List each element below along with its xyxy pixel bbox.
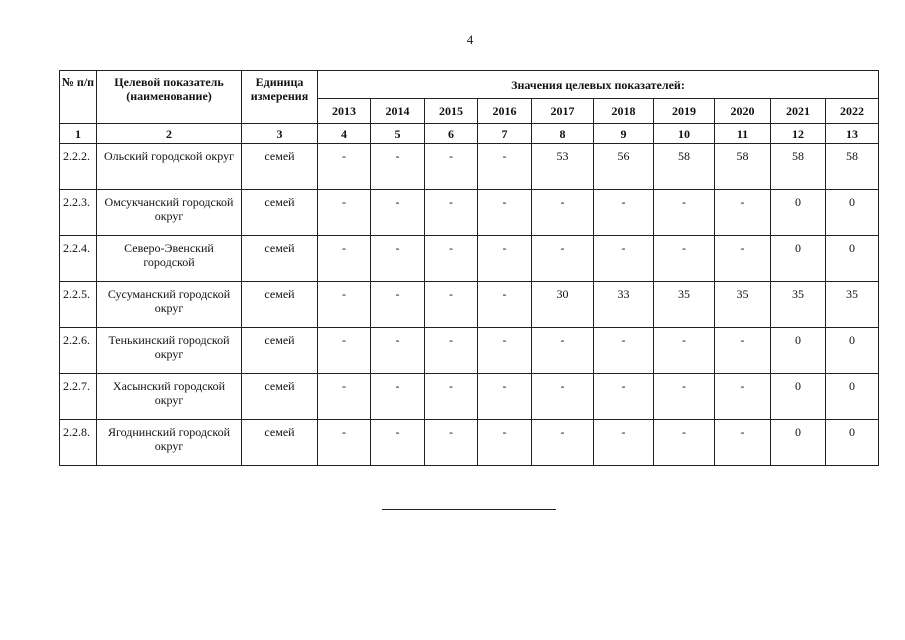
row-value: - — [478, 282, 532, 328]
row-indicator-name: Тенькинский городской округ — [97, 328, 242, 374]
row-value: - — [594, 420, 654, 466]
row-indicator-name: Ольский городской округ — [97, 144, 242, 190]
table-row — [60, 190, 879, 236]
table-body — [60, 144, 879, 466]
row-value: - — [532, 236, 594, 282]
row-value: - — [594, 374, 654, 420]
row-value: - — [318, 328, 371, 374]
row-value: - — [425, 236, 478, 282]
row-value: - — [371, 282, 425, 328]
row-value: - — [318, 420, 371, 466]
row-value: - — [654, 328, 715, 374]
row-indicator-name: Сусуманский городской округ — [97, 282, 242, 328]
column-number: 7 — [478, 124, 532, 144]
row-value: 0 — [771, 190, 826, 236]
row-value: 33 — [594, 282, 654, 328]
row-value: - — [318, 236, 371, 282]
column-number: 10 — [654, 124, 715, 144]
column-number: 13 — [826, 124, 879, 144]
row-value: - — [654, 190, 715, 236]
row-value: - — [532, 328, 594, 374]
row-value: - — [654, 420, 715, 466]
row-value: 0 — [771, 328, 826, 374]
row-value: - — [478, 328, 532, 374]
row-indicator-name: Хасынский городской округ — [97, 374, 242, 420]
row-value: - — [478, 236, 532, 282]
row-number: 2.2.7. — [60, 374, 97, 420]
row-value: - — [715, 236, 771, 282]
column-number: 5 — [371, 124, 425, 144]
row-value: - — [371, 328, 425, 374]
column-number: 4 — [318, 124, 371, 144]
row-value: - — [318, 190, 371, 236]
row-value: - — [371, 190, 425, 236]
row-value: - — [425, 328, 478, 374]
table-row — [60, 420, 879, 466]
row-value: - — [318, 144, 371, 190]
row-value: - — [425, 282, 478, 328]
row-value: - — [715, 190, 771, 236]
header-year: 2021 — [771, 99, 826, 124]
column-number: 8 — [532, 124, 594, 144]
row-value: 0 — [826, 190, 879, 236]
row-number: 2.2.2. — [60, 144, 97, 190]
row-value: - — [532, 374, 594, 420]
row-number: 2.2.8. — [60, 420, 97, 466]
row-value: 58 — [771, 144, 826, 190]
row-value: 0 — [826, 328, 879, 374]
row-value: 0 — [826, 420, 879, 466]
column-number: 12 — [771, 124, 826, 144]
row-value: - — [371, 420, 425, 466]
row-value: - — [425, 190, 478, 236]
table-row — [60, 374, 879, 420]
row-value: - — [478, 144, 532, 190]
row-value: 0 — [771, 236, 826, 282]
row-value: - — [594, 190, 654, 236]
header-unit: Единица измерения — [242, 71, 318, 124]
row-value: - — [715, 420, 771, 466]
header-year: 2020 — [715, 99, 771, 124]
row-unit: семей — [242, 420, 318, 466]
row-unit: семей — [242, 190, 318, 236]
header-year: 2014 — [371, 99, 425, 124]
row-value: 53 — [532, 144, 594, 190]
row-value: 0 — [771, 374, 826, 420]
header-year: 2016 — [478, 99, 532, 124]
row-value: - — [654, 236, 715, 282]
row-number: 2.2.6. — [60, 328, 97, 374]
row-value: 58 — [826, 144, 879, 190]
table-row — [60, 328, 879, 374]
column-number: 3 — [242, 124, 318, 144]
row-value: 0 — [826, 236, 879, 282]
row-value: - — [478, 190, 532, 236]
header-year: 2013 — [318, 99, 371, 124]
row-value: - — [318, 374, 371, 420]
row-value: - — [532, 420, 594, 466]
row-value: 58 — [715, 144, 771, 190]
row-value: - — [371, 374, 425, 420]
row-value: 35 — [654, 282, 715, 328]
header-year: 2022 — [826, 99, 879, 124]
row-value: - — [532, 190, 594, 236]
row-value: 35 — [771, 282, 826, 328]
row-value: - — [371, 236, 425, 282]
row-value: - — [478, 420, 532, 466]
row-number: 2.2.5. — [60, 282, 97, 328]
row-value: - — [594, 236, 654, 282]
row-value: 30 — [532, 282, 594, 328]
row-value: 0 — [771, 420, 826, 466]
footer-divider-line — [382, 509, 556, 510]
row-value: - — [371, 144, 425, 190]
row-value: - — [715, 374, 771, 420]
header-year: 2017 — [532, 99, 594, 124]
row-unit: семей — [242, 282, 318, 328]
row-unit: семей — [242, 374, 318, 420]
column-number: 9 — [594, 124, 654, 144]
row-unit: семей — [242, 144, 318, 190]
header-year: 2018 — [594, 99, 654, 124]
column-number: 6 — [425, 124, 478, 144]
header-year: 2015 — [425, 99, 478, 124]
column-number: 11 — [715, 124, 771, 144]
target-indicators-table — [59, 70, 879, 466]
row-value: 35 — [826, 282, 879, 328]
header-year: 2019 — [654, 99, 715, 124]
column-number: 1 — [60, 124, 97, 144]
page-number: 4 — [466, 32, 474, 47]
row-indicator-name: Ягоднинский городской округ — [97, 420, 242, 466]
row-value: 58 — [654, 144, 715, 190]
row-unit: семей — [242, 328, 318, 374]
table-row — [60, 236, 879, 282]
column-number: 2 — [97, 124, 242, 144]
row-value: - — [318, 282, 371, 328]
row-value: - — [478, 374, 532, 420]
row-number: 2.2.3. — [60, 190, 97, 236]
header-number: № п/п — [60, 71, 97, 124]
row-value: - — [425, 420, 478, 466]
header-column-numbers-row — [60, 124, 879, 144]
row-value: - — [654, 374, 715, 420]
row-value: - — [425, 144, 478, 190]
row-value: - — [594, 328, 654, 374]
row-indicator-name: Омсукчанский городской округ — [97, 190, 242, 236]
row-value: - — [715, 328, 771, 374]
row-value: 35 — [715, 282, 771, 328]
header-values: Значения целевых показателей: — [318, 71, 879, 99]
row-value: - — [425, 374, 478, 420]
row-number: 2.2.4. — [60, 236, 97, 282]
table-row — [60, 144, 879, 190]
table-row — [60, 282, 879, 328]
row-unit: семей — [242, 236, 318, 282]
row-value: 56 — [594, 144, 654, 190]
row-value: 0 — [826, 374, 879, 420]
row-indicator-name: Северо-Эвенский городской — [97, 236, 242, 282]
header-indicator: Целевой показатель (наименование) — [97, 71, 242, 124]
